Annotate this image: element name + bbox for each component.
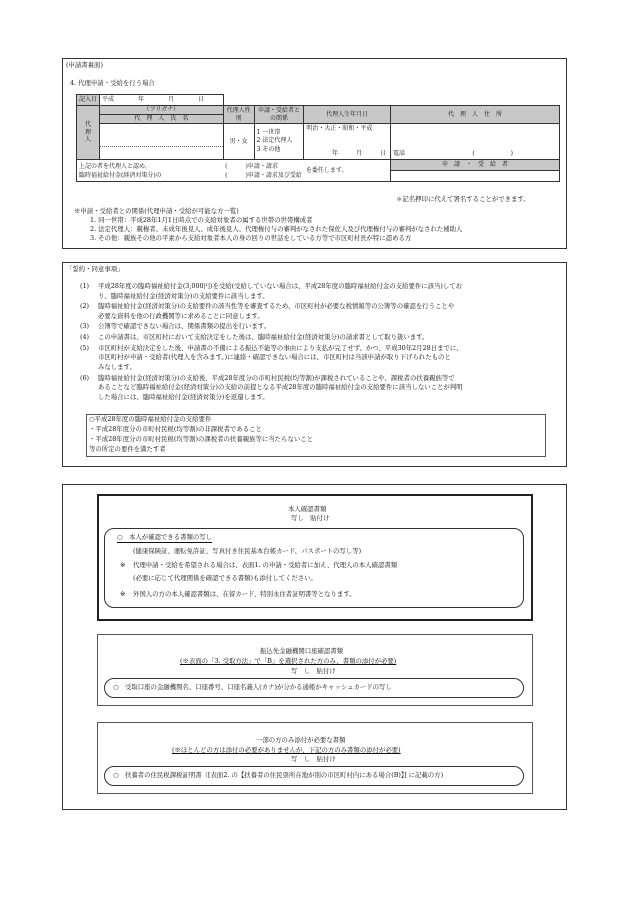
consent-item-number: (5) xyxy=(80,343,90,352)
section-heading: 4. 代理申請・受給を行う場合 xyxy=(70,79,155,87)
identity-paste: 写し 貼付け xyxy=(291,514,330,522)
agent-name-header: 代 理 人 氏 名 xyxy=(100,115,224,124)
bank-title: 振込先金融機関口座確認書類 xyxy=(260,647,344,655)
consent-item-line: した場合には、臨時福祉給付金(経済対策分)を返還します。 xyxy=(98,392,269,401)
consent-item-line: 市区町村が支給決定をした後、申請書の不備による振込不能等の事由により支払が完了せず、かつ、平成30年2月28日までに、 xyxy=(98,343,463,352)
birth-header: 代理人生年月日 xyxy=(304,106,391,124)
address-field[interactable] xyxy=(391,124,560,160)
relation-option-2[interactable]: 2 法定代理人 xyxy=(256,137,293,145)
requirement-line-3: ・平成28年度分の市町村民税(均等割)の課税者の扶養親族等に当たらないこと xyxy=(89,435,314,443)
consent-item-number: (6) xyxy=(80,373,90,382)
section-label: (申請書裏面) xyxy=(66,61,103,69)
identity-note-2: 外国人の方の本人確認書類は、在留カード、特別永住者証明書等となります。 xyxy=(133,590,356,598)
consent-item-line: 公簿等で確認できない場合は、関係書類の提出を行います。 xyxy=(98,322,271,331)
consent-item-line: 臨時福祉給付金(経済対策分)の支給要件の該当性等を審査するため、市区町村が必要な税情報等の公簿等の確認を行うことや xyxy=(98,302,455,311)
consent-item-number: (4) xyxy=(80,333,90,342)
requirement-line-2: ・平成28年度分の市町村民税(均等割)の非課税者であること xyxy=(89,425,262,433)
partial-paste: 写 し 貼付け xyxy=(291,755,336,763)
consent-item-line: 平成28年度の臨時福祉給付金(3,000円)を受給(受給していない場合は、平成28年度の臨時福祉給付金の支給要件に該当)してお xyxy=(98,282,463,290)
consent-item-line: り、臨時福祉給付金(経済対策分)の支給要件に該当します。 xyxy=(98,291,269,300)
identity-item-1-detail: (健康保険証、運転免許証、写真付き住民基本台帳カード、パスポートの写し等) xyxy=(133,547,362,555)
requirement-line-4: 等の所定の要件を満たす者 xyxy=(89,445,166,453)
birth-ymd: 年 月 日 xyxy=(332,150,387,158)
bank-item: ○ 受取口座の金融機関名、口座番号、口座名義人(カナ)が分かる通帳かキャッシュカードの写し xyxy=(113,683,392,691)
partial-title: 一部の方のみ添付が必要な書類 xyxy=(256,736,346,744)
bank-paste: 写 し 貼付け xyxy=(291,667,336,675)
consent-item-line: 必要な資料を他の行政機関等に求めることに同意します。 xyxy=(98,311,264,320)
identity-note-2-mark: ※ xyxy=(120,590,126,598)
phone-paren[interactable]: ( ) xyxy=(472,150,513,158)
agent-name-field[interactable] xyxy=(100,124,224,160)
identity-title: 本人確認書類 xyxy=(288,505,327,513)
applicant-field[interactable] xyxy=(391,171,560,182)
relation-def-3: 3. その他：親族その他の平素から支給対象者本人の身の回りの世話をしている方等で市区町村長が特に認める方 xyxy=(90,234,412,242)
fill-date-label: 記入日 xyxy=(77,95,100,106)
relation-def-1: 1. 同一世帯：平成28年1月1日時点での支給対象者の属する世帯の世帯構成者 xyxy=(90,216,313,224)
identity-note-1-mark: ※ xyxy=(120,561,126,569)
delegation-statement: 上記の者を代理人と認め、 臨時福祉給付金(経済対策分)の xyxy=(77,160,224,182)
era-options[interactable]: 明治・大正・昭和・平成 xyxy=(306,125,373,133)
furigana-header: （フリガナ） xyxy=(100,106,224,115)
signature-note: ＊記名押印に代えて署名することができます。 xyxy=(396,195,530,203)
consent-item-line: 市区町村が申請・受給者(代理人を含みます。)に連絡・確認できない場合には、市区町村は当該申請が取り下げられたものと xyxy=(98,353,451,362)
consent-item-number: (2) xyxy=(80,302,90,311)
applicant-header: 申 請 ・ 受 給 者 xyxy=(391,160,560,171)
consent-item-number: (1) xyxy=(80,282,90,290)
fill-date-field[interactable]: 平成 年 月 日 xyxy=(100,95,224,106)
gender-field[interactable]: 男・女 xyxy=(223,124,254,160)
phone-label: 電話 xyxy=(393,150,406,158)
option-apply[interactable]: ( )申請・請求 xyxy=(225,162,278,170)
partial-condition: (※ほとんどの方は添付の必要がありませんが、下記の方のみ書類の添付が必要) xyxy=(172,746,401,754)
relation-option-3[interactable]: 3 その他 xyxy=(256,146,281,154)
agent-vertical-label: 代理人 xyxy=(77,106,100,160)
gender-header: 代理人性別 xyxy=(223,106,254,124)
identity-note-1-line1: 代理申請・受給を希望される場合は、表面1. の申請・受給者に加え、代理人の本人確認書類 xyxy=(133,561,398,569)
consent-item-line: 臨時福祉給付金(経済対策分)の支給後、平成28年度分の市町村民税(均等割)が課税されていることや、課税者の扶養親族等で xyxy=(98,373,455,382)
partial-item: ○ 扶養者の住民税課税証明書（[表面2. の【扶養者の住民票所在地が別の市区町村内にある場合(B)】] に記載の方) xyxy=(113,771,444,779)
consent-item-line: この申請書は、市区町村において支給決定をした後は、臨時福祉給付金(経済対策分)の請求書として取り扱います。 xyxy=(98,333,429,342)
consent-item-line: あることなど臨時福祉給付金(経済対策分)の支給の前提となる平成28年度の臨時福祉給付金の支給要件に該当しないことが判明 xyxy=(98,383,463,391)
agent-application-table xyxy=(76,94,560,182)
consent-item-line: みなします。 xyxy=(98,362,136,371)
identity-item-1: ○ 本人が確認できる書類の写し xyxy=(117,533,213,541)
relation-option-1[interactable]: 1 一世帯 xyxy=(256,128,281,136)
address-header: 代 理 人 住 所 xyxy=(391,106,560,124)
relations-title: ※申請・受給者との関係(代理申請・受給が可能な方一覧) xyxy=(74,207,239,215)
delegation-options[interactable] xyxy=(223,160,304,182)
relation-field[interactable] xyxy=(254,124,304,160)
birth-field[interactable] xyxy=(304,124,391,160)
bank-condition: (※表面の「3. 受取方法」で「B」を選択された方のみ、書類の添付が必要) xyxy=(180,657,397,665)
delegate-end: を委任します。 xyxy=(304,160,391,182)
consent-title: 「誓約・同意事項」 xyxy=(66,265,124,273)
requirement-line-1: ○平成28年度の臨時福祉給付金の支給要件 xyxy=(89,415,212,423)
consent-item-number: (3) xyxy=(80,322,90,331)
relation-header: 申請・受給者との関係 xyxy=(254,106,304,124)
relation-def-2: 2. 法定代理人：親権者、未成年後見人、成年後見人、代理権付与の審判がなされた保佐人及び代理権付与の審判がなされた補助人 xyxy=(90,225,463,233)
option-apply-receive[interactable]: ( )申請・請求及び受給 xyxy=(225,171,302,179)
identity-note-1-line2: (必要に応じて代理関係を確認できる書類)も添付してください。 xyxy=(133,574,317,582)
